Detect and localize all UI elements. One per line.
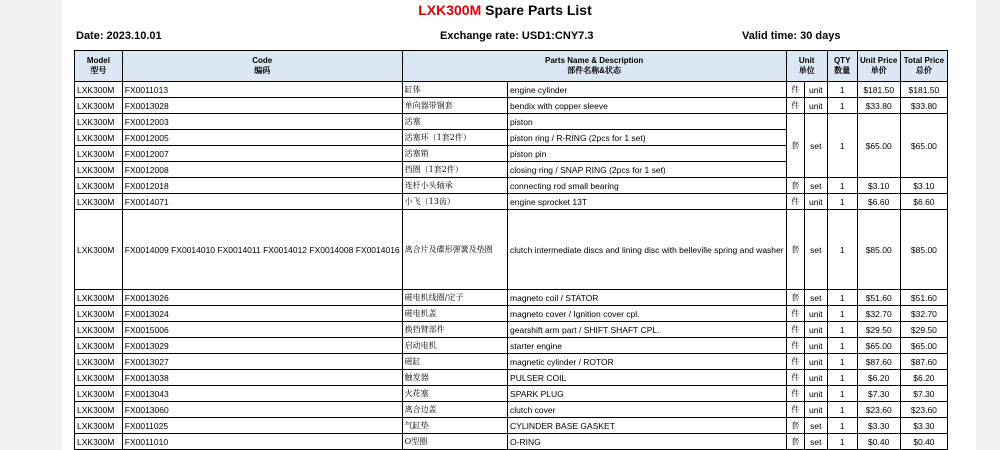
cell-code: FX0013029 <box>122 338 402 354</box>
cell-unit: unit <box>804 306 827 322</box>
table-row <box>75 338 948 354</box>
cell-code: FX0013060 <box>122 402 402 418</box>
cell-qty: 1 <box>827 210 857 290</box>
cell-unit-cn: 套 <box>786 418 804 434</box>
table-row <box>75 370 948 386</box>
cell-code: FX0013038 <box>122 370 402 386</box>
cell-description: clutch cover <box>508 402 787 418</box>
cell-model: LXK300M <box>75 434 123 450</box>
document-date: Date: 2023.10.01 <box>76 30 162 42</box>
cell-total-price: $85.00 <box>900 210 947 290</box>
cell-code: FX0012018 <box>122 178 402 194</box>
table-row <box>75 210 948 290</box>
viewer-scroll-strip <box>948 0 976 450</box>
cell-unit-price: $6.20 <box>857 370 900 386</box>
cell-code: FX0012005 <box>122 130 402 146</box>
cell-total-price: $29.50 <box>900 322 947 338</box>
cell-code: FX0012008 <box>122 162 402 178</box>
cell-unit: unit <box>804 322 827 338</box>
cell-code: FX0013026 <box>122 290 402 306</box>
cell-description: magnetic cylinder / ROTOR <box>508 354 787 370</box>
cell-description: O-RING <box>508 434 787 450</box>
cell-unit-cn: 件 <box>786 354 804 370</box>
cell-name-cn: 活塞环（1套2件） <box>402 130 507 146</box>
cell-unit-cn: 套 <box>786 114 804 178</box>
cell-unit: set <box>804 210 827 290</box>
table-row <box>75 82 948 98</box>
cell-unit-price: $181.50 <box>857 82 900 98</box>
cell-name-cn: 磁缸 <box>402 354 507 370</box>
cell-total-price: $23.60 <box>900 402 947 418</box>
cell-total-price: $7.30 <box>900 386 947 402</box>
cell-description: bendix with copper sleeve <box>508 98 787 114</box>
cell-model: LXK300M <box>75 82 123 98</box>
cell-model: LXK300M <box>75 114 123 130</box>
cell-unit-price: $0.40 <box>857 434 900 450</box>
cell-description: connecting rod small bearing <box>508 178 787 194</box>
cell-name-cn: 连杆小头轴承 <box>402 178 507 194</box>
cell-unit: set <box>804 114 827 178</box>
cell-code: FX0011013 <box>122 82 402 98</box>
cell-unit-price: $32.70 <box>857 306 900 322</box>
cell-qty: 1 <box>827 114 857 178</box>
cell-unit: set <box>804 290 827 306</box>
cell-description: piston pin <box>508 146 787 162</box>
cell-model: LXK300M <box>75 146 123 162</box>
table-row <box>75 434 948 450</box>
cell-name-cn: 离合边盖 <box>402 402 507 418</box>
cell-unit: unit <box>804 402 827 418</box>
cell-total-price: $6.20 <box>900 370 947 386</box>
cell-model: LXK300M <box>75 178 123 194</box>
table-header-row <box>75 51 948 82</box>
cell-name-cn: 离合片及碟形弹簧及垫圈 <box>402 210 507 290</box>
cell-code: FX0013024 <box>122 306 402 322</box>
cell-model: LXK300M <box>75 418 123 434</box>
cell-model: LXK300M <box>75 306 123 322</box>
cell-description: PULSER COIL <box>508 370 787 386</box>
cell-name-cn: 缸体 <box>402 82 507 98</box>
table-row <box>75 306 948 322</box>
cell-unit-cn: 件 <box>786 370 804 386</box>
cell-model: LXK300M <box>75 194 123 210</box>
cell-unit-cn: 件 <box>786 338 804 354</box>
cell-description: magneto cover / Ignition cover cpl. <box>508 306 787 322</box>
cell-unit-cn: 件 <box>786 194 804 210</box>
cell-qty: 1 <box>827 402 857 418</box>
cell-model: LXK300M <box>75 338 123 354</box>
cell-name-cn: 磁电机盖 <box>402 306 507 322</box>
cell-unit: unit <box>804 370 827 386</box>
table-row <box>75 290 948 306</box>
col-total-price: Total Price 总价 <box>900 51 947 82</box>
col-unit: Unit 单位 <box>786 51 827 82</box>
cell-total-price: $0.40 <box>900 434 947 450</box>
cell-total-price: $32.70 <box>900 306 947 322</box>
cell-description: piston ring / R-RING (2pcs for 1 set) <box>508 130 787 146</box>
cell-description: engine cylinder <box>508 82 787 98</box>
cell-name-cn: 挡圈（1套2件） <box>402 162 507 178</box>
cell-model: LXK300M <box>75 402 123 418</box>
document-title <box>62 2 948 18</box>
cell-unit-price: $23.60 <box>857 402 900 418</box>
cell-unit: set <box>804 178 827 194</box>
title-text: Spare Parts List <box>481 2 592 18</box>
cell-unit-cn: 套 <box>786 434 804 450</box>
cell-unit: set <box>804 434 827 450</box>
table-row <box>75 178 948 194</box>
cell-unit-price: $33.80 <box>857 98 900 114</box>
cell-unit-price: $7.30 <box>857 386 900 402</box>
cell-model: LXK300M <box>75 210 123 290</box>
exchange-rate: Exchange rate: USD1:CNY7.3 <box>440 30 594 42</box>
cell-unit-cn: 套 <box>786 210 804 290</box>
cell-qty: 1 <box>827 434 857 450</box>
table-row <box>75 418 948 434</box>
col-model: Model 型号 <box>75 51 123 82</box>
cell-name-cn: 换挡臂部件 <box>402 322 507 338</box>
table-row <box>75 322 948 338</box>
table-row <box>75 114 948 130</box>
cell-description: closing ring / SNAP RING (2pcs for 1 set) <box>508 162 787 178</box>
cell-description: magneto coil / STATOR <box>508 290 787 306</box>
cell-unit-price: $3.10 <box>857 178 900 194</box>
cell-unit-price: $6.60 <box>857 194 900 210</box>
cell-name-cn: 火花塞 <box>402 386 507 402</box>
cell-name-cn: 磁电机线圈/定子 <box>402 290 507 306</box>
cell-model: LXK300M <box>75 370 123 386</box>
cell-unit: unit <box>804 98 827 114</box>
cell-total-price: $87.60 <box>900 354 947 370</box>
table-row <box>75 402 948 418</box>
cell-total-price: $6.60 <box>900 194 947 210</box>
cell-qty: 1 <box>827 98 857 114</box>
cell-code: FX0015006 <box>122 322 402 338</box>
col-qty: QTY 数量 <box>827 51 857 82</box>
cell-unit-cn: 件 <box>786 306 804 322</box>
cell-total-price: $65.00 <box>900 114 947 178</box>
cell-name-cn: 单向器带铜套 <box>402 98 507 114</box>
cell-qty: 1 <box>827 290 857 306</box>
cell-unit: unit <box>804 338 827 354</box>
valid-time: Valid time: 30 days <box>742 30 841 42</box>
cell-model: LXK300M <box>75 322 123 338</box>
cell-unit-cn: 套 <box>786 178 804 194</box>
cell-model: LXK300M <box>75 130 123 146</box>
cell-code: FX0012003 <box>122 114 402 130</box>
cell-unit: unit <box>804 194 827 210</box>
cell-model: LXK300M <box>75 386 123 402</box>
cell-qty: 1 <box>827 178 857 194</box>
cell-name-cn: 活塞 <box>402 114 507 130</box>
cell-unit-price: $3.30 <box>857 418 900 434</box>
cell-description: gearshift arm part / SHIFT SHAFT CPL. <box>508 322 787 338</box>
col-code: Code 编码 <box>122 51 402 82</box>
spare-parts-table <box>74 50 948 450</box>
cell-qty: 1 <box>827 354 857 370</box>
cell-model: LXK300M <box>75 354 123 370</box>
cell-total-price: $3.10 <box>900 178 947 194</box>
document-page <box>62 0 948 450</box>
cell-model: LXK300M <box>75 162 123 178</box>
cell-code: FX0011010 <box>122 434 402 450</box>
col-unit-price: Unit Price 单价 <box>857 51 900 82</box>
cell-description: clutch intermediate discs and lining disc with belleville spring and washer <box>508 210 787 290</box>
cell-unit: unit <box>804 354 827 370</box>
cell-description: CYLINDER BASE GASKET <box>508 418 787 434</box>
cell-total-price: $3.30 <box>900 418 947 434</box>
col-name: Parts Name & Description 部件名称&状态 <box>402 51 786 82</box>
cell-unit-cn: 件 <box>786 386 804 402</box>
cell-code: FX0014071 <box>122 194 402 210</box>
cell-code: FX0013043 <box>122 386 402 402</box>
viewer-background-left <box>0 0 62 450</box>
cell-total-price: $51.60 <box>900 290 947 306</box>
cell-qty: 1 <box>827 370 857 386</box>
title-model: LXK300M <box>418 2 482 18</box>
cell-unit-price: $87.60 <box>857 354 900 370</box>
cell-code: FX0012007 <box>122 146 402 162</box>
cell-code: FX0014009 FX0014010 FX0014011 FX0014012 FX0014008 FX0014016 <box>122 210 402 290</box>
cell-description: piston <box>508 114 787 130</box>
cell-total-price: $33.80 <box>900 98 947 114</box>
cell-description: engine sprocket 13T <box>508 194 787 210</box>
cell-unit-cn: 套 <box>786 290 804 306</box>
cell-qty: 1 <box>827 82 857 98</box>
cell-name-cn: 小飞（13齿） <box>402 194 507 210</box>
cell-code: FX0013027 <box>122 354 402 370</box>
cell-unit-price: $65.00 <box>857 114 900 178</box>
cell-total-price: $181.50 <box>900 82 947 98</box>
cell-unit-price: $29.50 <box>857 322 900 338</box>
cell-qty: 1 <box>827 194 857 210</box>
table-row <box>75 354 948 370</box>
cell-unit-price: $85.00 <box>857 210 900 290</box>
cell-unit-cn: 件 <box>786 98 804 114</box>
cell-unit-price: $65.00 <box>857 338 900 354</box>
cell-name-cn: 气缸垫 <box>402 418 507 434</box>
cell-description: starter engine <box>508 338 787 354</box>
cell-unit: unit <box>804 386 827 402</box>
cell-description: SPARK PLUG <box>508 386 787 402</box>
cell-unit-cn: 件 <box>786 82 804 98</box>
cell-unit-price: $51.60 <box>857 290 900 306</box>
cell-unit: unit <box>804 82 827 98</box>
cell-name-cn: 活塞销 <box>402 146 507 162</box>
cell-name-cn: 启动电机 <box>402 338 507 354</box>
table-row <box>75 194 948 210</box>
cell-name-cn: O型圈 <box>402 434 507 450</box>
cell-unit: set <box>804 418 827 434</box>
cell-unit-cn: 件 <box>786 402 804 418</box>
cell-code: FX0011025 <box>122 418 402 434</box>
cell-code: FX0013028 <box>122 98 402 114</box>
cell-model: LXK300M <box>75 290 123 306</box>
table-row <box>75 386 948 402</box>
table-row <box>75 98 948 114</box>
cell-qty: 1 <box>827 418 857 434</box>
cell-qty: 1 <box>827 306 857 322</box>
cell-qty: 1 <box>827 386 857 402</box>
cell-name-cn: 触发器 <box>402 370 507 386</box>
cell-model: LXK300M <box>75 98 123 114</box>
cell-qty: 1 <box>827 338 857 354</box>
cell-qty: 1 <box>827 322 857 338</box>
cell-unit-cn: 件 <box>786 322 804 338</box>
cell-total-price: $65.00 <box>900 338 947 354</box>
